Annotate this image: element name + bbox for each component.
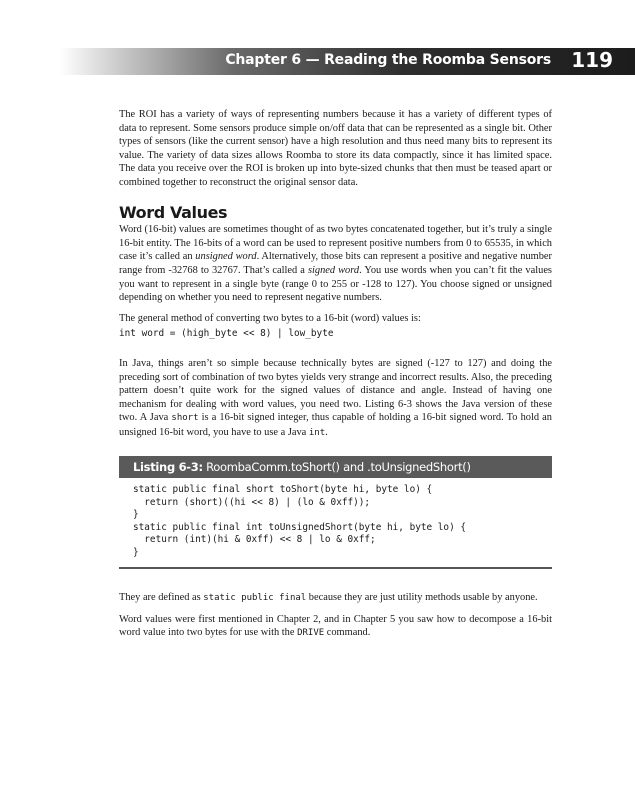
running-header — [60, 48, 635, 75]
intro-paragraph: The ROI has a variety of ways of representing numbers because it has a variety of different types of data to represent. Some sensors produce simple on/off data that can be represented as a single bit. Other types of sensors (like the current sensor) have a high resolution and thus need many bits to represent its value. The variety of data sizes allows Roomba to store its data compactly, since it has limited space. The data you receive over the ROI is broken up into byte-sized chunks that then must be teased apart or combined together to reconstruct the original sensor data. — [119, 109, 552, 188]
term-signed-word: signed word — [307, 264, 360, 276]
inline-code-int: int — [308, 427, 326, 438]
inline-code-drive: DRIVE — [297, 628, 325, 639]
code-listing — [119, 456, 552, 568]
inline-code-static: static public final — [203, 592, 307, 603]
listing-label: Listing 6-3: — [133, 460, 203, 475]
code-example: int word = (high_byte << 8) | low_byte — [119, 328, 334, 340]
listing-code: static public final short toShort(byte hi, byte lo) { return (short)((hi << 8) | (lo & 0xff)); } static public final int toUnsignedShort(byte hi, byte lo) { return (int)(hi & 0xff) << 8 | lo & 0xff; } — [133, 484, 467, 558]
listing-title — [119, 456, 552, 478]
utility-paragraph — [119, 591, 552, 606]
text-run: They are defined as — [119, 591, 204, 603]
section-heading: Word Values — [119, 202, 228, 222]
listing-caption: RoombaComm.toShort() and .toUnsignedShort() — [202, 460, 471, 475]
word-values-paragraph — [119, 223, 552, 305]
java-paragraph — [119, 357, 552, 441]
page-number: 119 — [571, 48, 613, 72]
text-run: . — [325, 426, 328, 438]
text-run: Word values were first mentioned in Chapter 2, and in Chapter 5 you saw how to decompose a 16-bit word value into two bytes for use with the — [119, 613, 552, 639]
text-run: because they are just utility methods usable by anyone. — [306, 591, 538, 603]
closing-paragraph — [119, 613, 552, 641]
conversion-intro: The general method of converting two bytes to a 16-bit (word) values is: — [119, 312, 421, 324]
text-run: is a 16-bit signed integer, thus capable of holding a 16-bit signed word. To hold an unsigned 16-bit word, you have to use a Java — [119, 412, 552, 438]
page-body — [119, 108, 552, 648]
text-run: . You use words when you can’t fit the values you want to represent in a single byte (range 0 to 255 or -128 to 127). You choose signed or unsigned depending on whether you need to represent negative numbers. — [119, 264, 552, 304]
term-unsigned-word: unsigned word — [195, 251, 257, 263]
text-run: command. — [324, 627, 371, 639]
inline-code-short: short — [171, 413, 199, 424]
chapter-title: Chapter 6 — Reading the Roomba Sensors — [225, 52, 551, 68]
text-run: . Alternatively, those bits can represent a positive and negative number range from -32768 to 32767. That’s called a — [119, 251, 552, 276]
text-run: In Java, things aren’t so simple because technically bytes are signed (-127 to 127) and doing the preceding sort of combination of two bytes yields very strange and incorrect results. Also, the preceding pattern doesn’t quite work for the signed values of distance and angle. Instead of having one mechanism for dealing with word values, you need two. Listing 6-3 shows the Java version of these two. A Java — [119, 357, 552, 424]
text-run: Word (16-bit) values are sometimes thought of as two bytes concatenated together, but it’s truly a single 16-bit entity. The 16-bits of a word can be used to represent positive numbers from 0 to 65535, in which case it’s called an — [119, 224, 552, 263]
